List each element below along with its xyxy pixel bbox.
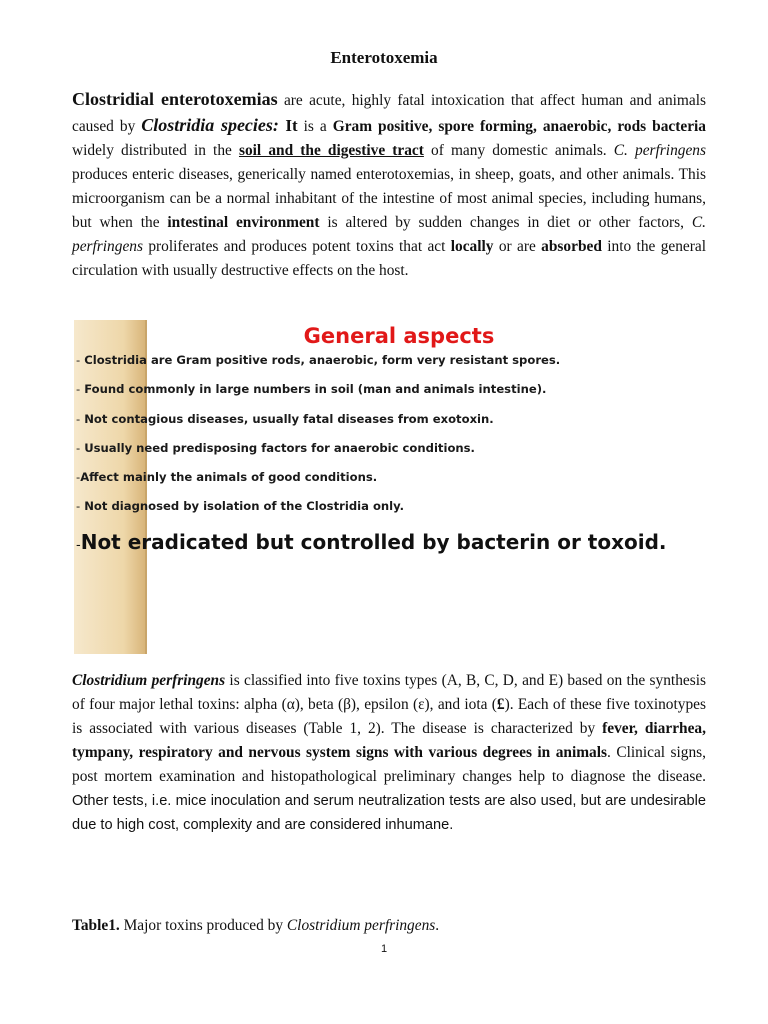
aspect-item-text: Found commonly in large numbers in soil (man and animals intestine).: [84, 382, 547, 397]
body-text: ). Each of these five toxinotypes is associated with various diseases (Table 1, 2). The disease is characterized by: [72, 696, 706, 737]
body-text-sans: Other tests, i.e. mice inoculation and serum neutralization tests are also used, but are undesirable due to high cost, complexity and are considered inhumane.: [72, 793, 706, 833]
aspect-item-text: Usually need predisposing factors for anaerobic conditions.: [84, 440, 475, 455]
aspect-item-text: Affect mainly the animals of good conditions.: [80, 470, 378, 485]
intro-italic-term: C. perfringens: [613, 142, 706, 159]
body-species: Clostridium perfringens: [72, 672, 226, 689]
intro-italic-term: C. perfringens: [72, 214, 706, 255]
page-number: 1: [380, 943, 388, 955]
intro-text: is altered by sudden changes in diet or other factors,: [319, 214, 692, 231]
intro-text: or are: [493, 238, 542, 255]
intro-text: are acute, highly fatal intoxication that affect human and animals caused by: [72, 92, 706, 135]
intro-text: into the general circulation with usually destructive effects on the host.: [72, 238, 706, 279]
aspect-item: [76, 380, 712, 409]
aspect-item: [76, 439, 712, 468]
list-dash: -: [76, 440, 81, 455]
intro-lead-term: Clostridial enterotoxemias: [72, 89, 278, 109]
body-iota-symbol: £: [496, 696, 505, 713]
list-dash: -: [76, 499, 81, 514]
general-aspects-title: General aspects: [303, 324, 495, 348]
intro-bold-term: intestinal environment: [167, 214, 320, 231]
aspect-item-text: Clostridia are Gram positive rods, anaerobic, form very resistant spores.: [84, 353, 561, 367]
aspect-item-text: Not diagnosed by isolation of the Clostridia only.: [84, 499, 405, 514]
intro-bold-term: absorbed: [541, 238, 602, 255]
table-caption-species: Clostridium perfringens: [286, 917, 436, 934]
intro-text: produces enteric diseases, generically named enterotoxemias, in sheep, goats, and other animals. This microorganism can be a normal inhabitant of the intestine of most animal species, including humans, but when the: [72, 166, 706, 231]
body-text: . Clinical signs, post mortem examination and histopathological preliminary changes help to diagnose the disease.: [72, 744, 707, 785]
list-dash: -: [76, 382, 81, 397]
aspect-item-emphasis: [76, 528, 712, 560]
general-aspects-list: [76, 351, 712, 527]
intro-paragraph: [72, 87, 706, 283]
aspect-item-text: Not contagious diseases, usually fatal diseases from exotoxin.: [84, 411, 494, 426]
table-caption-label: Table1.: [72, 917, 120, 934]
list-dash: -: [76, 470, 81, 485]
list-dash: -: [76, 538, 81, 553]
intro-it: It: [278, 116, 298, 135]
aspect-item: [76, 468, 712, 497]
body-text: is classified into five toxins types (A, B, C, D, and E) based on the synthesis of four major lethal toxins: alpha (α), beta (β), epsilon (ε), and iota (: [72, 672, 706, 713]
intro-text: proliferates and produces potent toxins that act: [142, 238, 451, 255]
table-caption: [72, 914, 706, 938]
table-caption-text: Major toxins produced by: [119, 917, 287, 934]
intro-underlined-term: soil and the digestive tract: [238, 142, 424, 159]
list-dash: -: [76, 411, 81, 426]
intro-text: widely distributed in the: [72, 142, 239, 159]
intro-text: of many domestic animals.: [423, 142, 614, 159]
intro-text: is a: [297, 118, 333, 135]
page-title: Enterotoxemia: [330, 48, 438, 67]
aspect-item: [76, 497, 712, 526]
intro-bold-term: Gram positive, spore forming, anaerobic, rods bacteria: [332, 118, 706, 135]
intro-bold-term: locally: [450, 238, 494, 255]
table-caption-end: .: [435, 917, 440, 934]
body-paragraph: [72, 669, 706, 837]
body-bold-term: fever, diarrhea, tympany, respiratory and nervous system signs with various degrees in animals: [72, 720, 706, 761]
aspect-item-text: Not eradicated but controlled by bacterin or toxoid.: [80, 530, 667, 554]
aspect-item: [76, 351, 712, 380]
intro-species: Clostridia species:: [141, 115, 279, 135]
aspect-item: [76, 410, 712, 439]
list-dash: -: [76, 353, 81, 367]
general-aspects-figure: [74, 320, 714, 654]
